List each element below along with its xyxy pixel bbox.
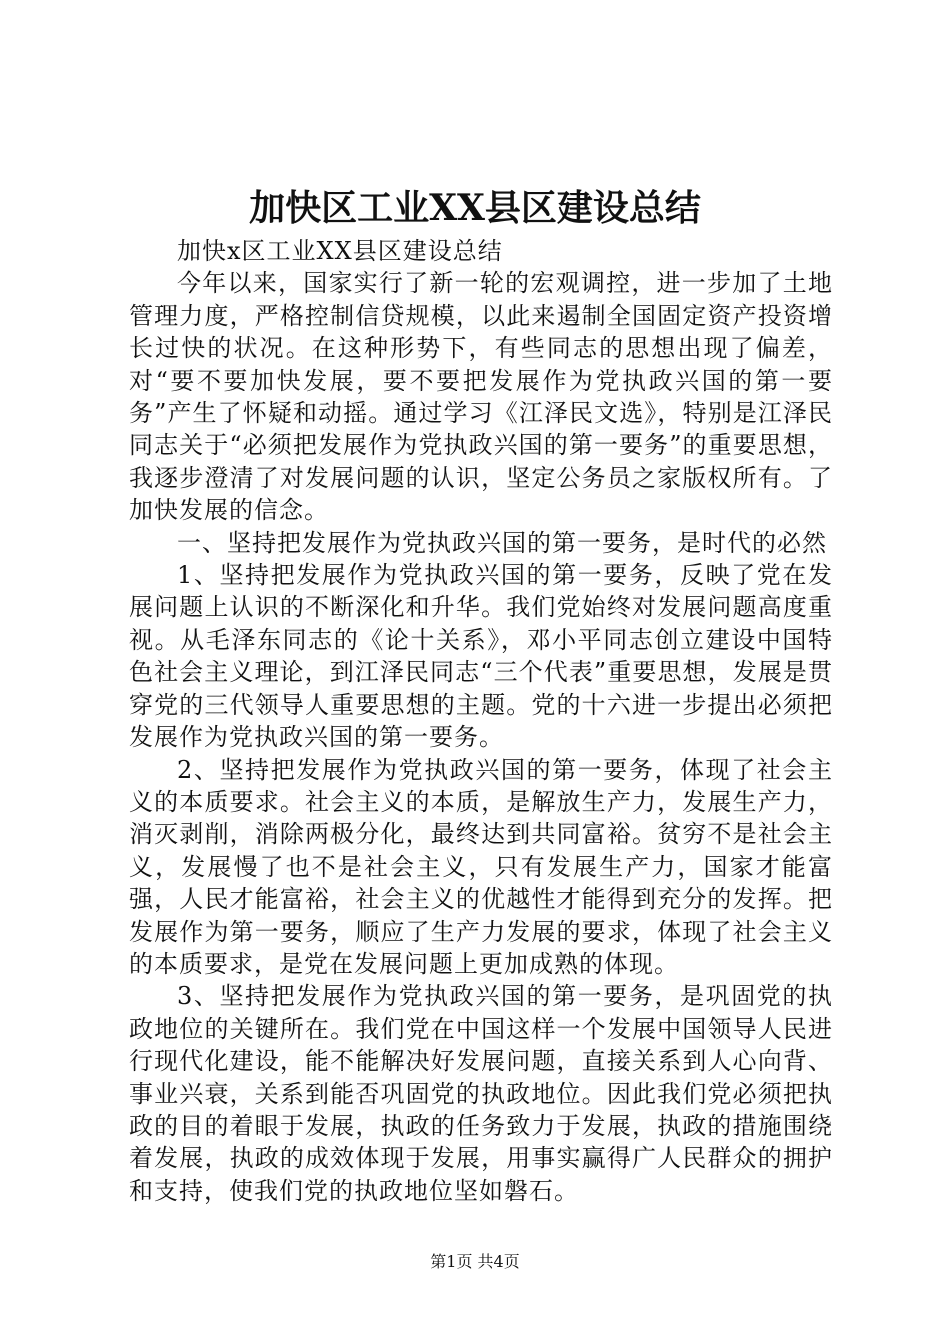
paragraph-intro: 今年以来，国家实行了新一轮的宏观调控，进一步加了土地管理力度，严格控制信贷规模，以此来遏制全国固定资产投资增长过快的状况。在这种形势下，有些同志的思想出现了偏差，对“要不要加快发展，要不要把发展作为党执政兴国的第一要务”产生了怀疑和动摇。通过学习《江泽民文选》，特别是江泽民同志关于“必须把发展作为党执政兴国的第一要务”的重要思想，我逐步澄清了对发展问题的认识，坚定公务员之家版权所有。了加快发展的信念。 — [129, 269, 833, 525]
paragraph-point-2: 2、坚持把发展作为党执政兴国的第一要务，体现了社会主义的本质要求。社会主义的本质，是解放生产力，发展生产力，消灭剥削，消除两极分化，最终达到共同富裕。贫穷不是社会主义，发展慢了也不是社会主义，只有发展生产力，国家才能富强，人民才能富裕，社会主义的优越性才能得到充分的发挥。把发展作为第一要务，顺应了生产力发展的要求，体现了社会主义的本质要求，是党在发展问题上更加成熟的体现。 — [129, 755, 833, 978]
page-footer: 第1页 共4页 — [430, 1252, 520, 1271]
section-heading-1: 一、坚持把发展作为党执政兴国的第一要务，是时代的必然 — [177, 528, 827, 557]
paragraph-point-3: 3、坚持把发展作为党执政兴国的第一要务，是巩固党的执政地位的关键所在。我们党在中国这样一个发展中国领导人民进行现代化建设，能不能解决好发展问题，直接关系到人心向背、事业兴衰，关系到能否巩固党的执政地位。因此我们党必须把执政的目的着眼于发展，执政的任务致力于发展，执政的措施围绕着发展，执政的成效体现于发展，用事实赢得广人民群众的拥护和支持，使我们党的执政地位坚如磐石。 — [129, 982, 833, 1205]
subtitle-paragraph: 加快x区工业XX县区建设总结 — [177, 237, 503, 265]
paragraph-point-1: 1、坚持把发展作为党执政兴国的第一要务，反映了党在发展问题上认识的不断深化和升华。我们党始终对发展问题高度重视。从毛泽东同志的《论十关系》，邓小平同志创立建设中国特色社会主义理论，到江泽民同志“三个代表”重要思想，发展是贯穿党的三代领导人重要思想的主题。党的十六进一步提出必须把发展作为党执政兴国的第一要务。 — [129, 561, 833, 752]
document-title: 加快区工业XX县区建设总结 — [249, 187, 701, 229]
document-body — [129, 235, 833, 1207]
